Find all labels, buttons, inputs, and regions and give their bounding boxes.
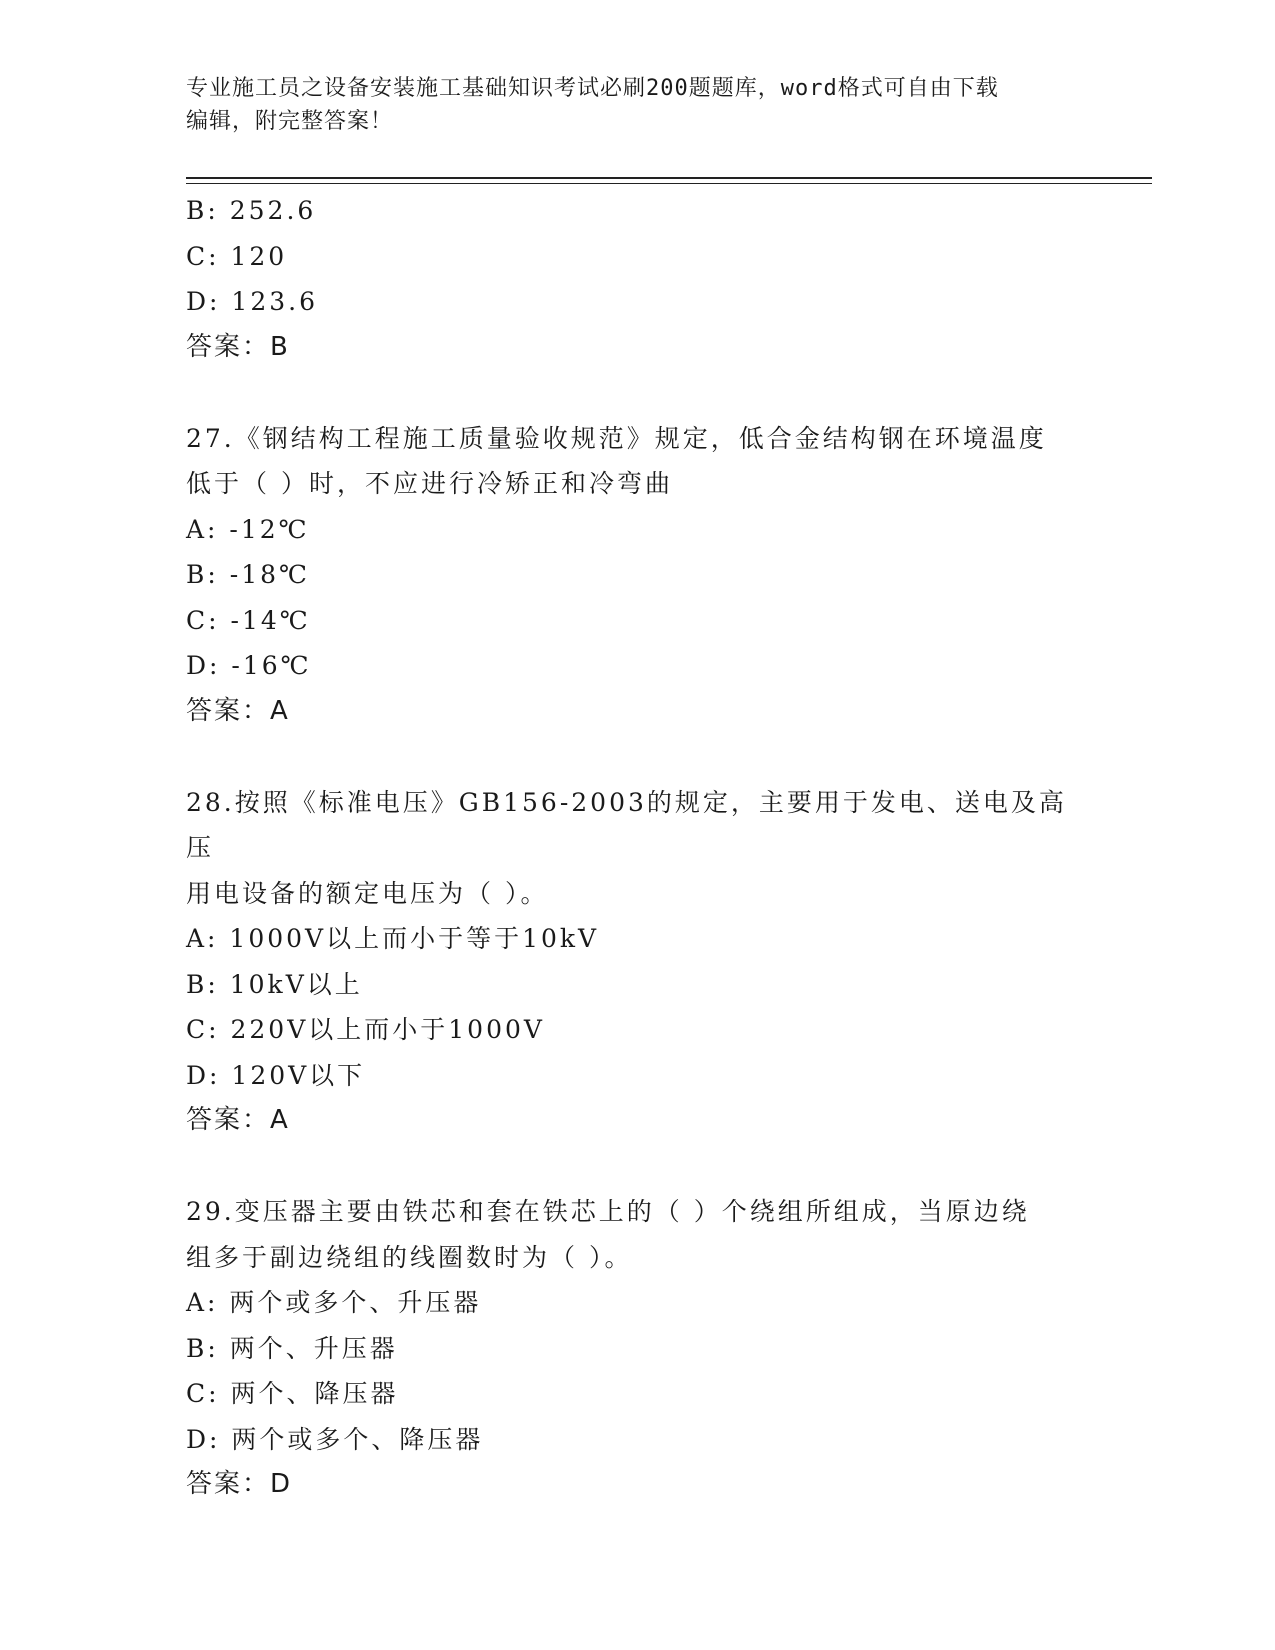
question-text-line2: 组多于副边绕组的线圈数时为（ ）。 — [186, 1242, 633, 1272]
header-divider-thick — [186, 177, 1152, 179]
question-text-line1: 27.《钢结构工程施工质量验收规范》规定，低合金结构钢在环境温度 — [186, 423, 1047, 453]
question-list — [186, 188, 1106, 1508]
header-title-line2: 编辑，附完整答案！ — [186, 109, 394, 134]
option-c: C: 两个、降压器 — [186, 1379, 399, 1408]
question-text-line1: 29.变压器主要由铁芯和套在铁芯上的（ ）个绕组所组成，当原边绕 — [186, 1197, 1030, 1226]
question-text-line2: 低于（ ）时，不应进行冷矫正和冷弯曲 — [186, 469, 673, 498]
option-a: A: -12℃ — [186, 514, 310, 544]
question-text-line2: 用电设备的额定电压为（ ）。 — [186, 878, 549, 908]
header-title-line1: 专业施工员之设备安装施工基础知识考试必刷200题题库，word格式可自由下载 — [186, 76, 999, 101]
option-d: D: 两个或多个、降压器 — [186, 1424, 484, 1454]
header-divider-thin — [186, 183, 1152, 184]
option-d: D: 120V以下 — [186, 1060, 366, 1090]
option-d: D: -16℃ — [186, 651, 312, 680]
answer-label: 答案：A — [186, 695, 290, 726]
option-a: A: 两个或多个、升压器 — [186, 1288, 482, 1317]
answer-label: 答案：B — [186, 331, 290, 362]
option-c: C: -14℃ — [186, 605, 311, 635]
answer-label: 答案：A — [186, 1105, 290, 1135]
question-28 — [186, 780, 1106, 1144]
option-a: A: 1000V以上而小于等于10kV — [186, 924, 600, 953]
question-27 — [186, 416, 1106, 735]
option-b: B: 252.6 — [186, 196, 317, 225]
question-26-continued — [186, 188, 1106, 370]
option-d: D: 123.6 — [186, 287, 318, 316]
answer-label: 答案：D — [186, 1469, 293, 1499]
option-c: C: 120 — [186, 241, 288, 271]
option-b: B: 两个、升压器 — [186, 1333, 398, 1363]
question-29 — [186, 1189, 1106, 1508]
option-b: B: -18℃ — [186, 560, 310, 589]
option-b: B: 10kV以上 — [186, 969, 363, 999]
option-c: C: 220V以上而小于1000V — [186, 1015, 545, 1044]
document-header — [186, 72, 1076, 138]
question-text-line1: 28.按照《标准电压》GB156-2003的规定，主要用于发电、送电及高压 — [186, 787, 1067, 862]
